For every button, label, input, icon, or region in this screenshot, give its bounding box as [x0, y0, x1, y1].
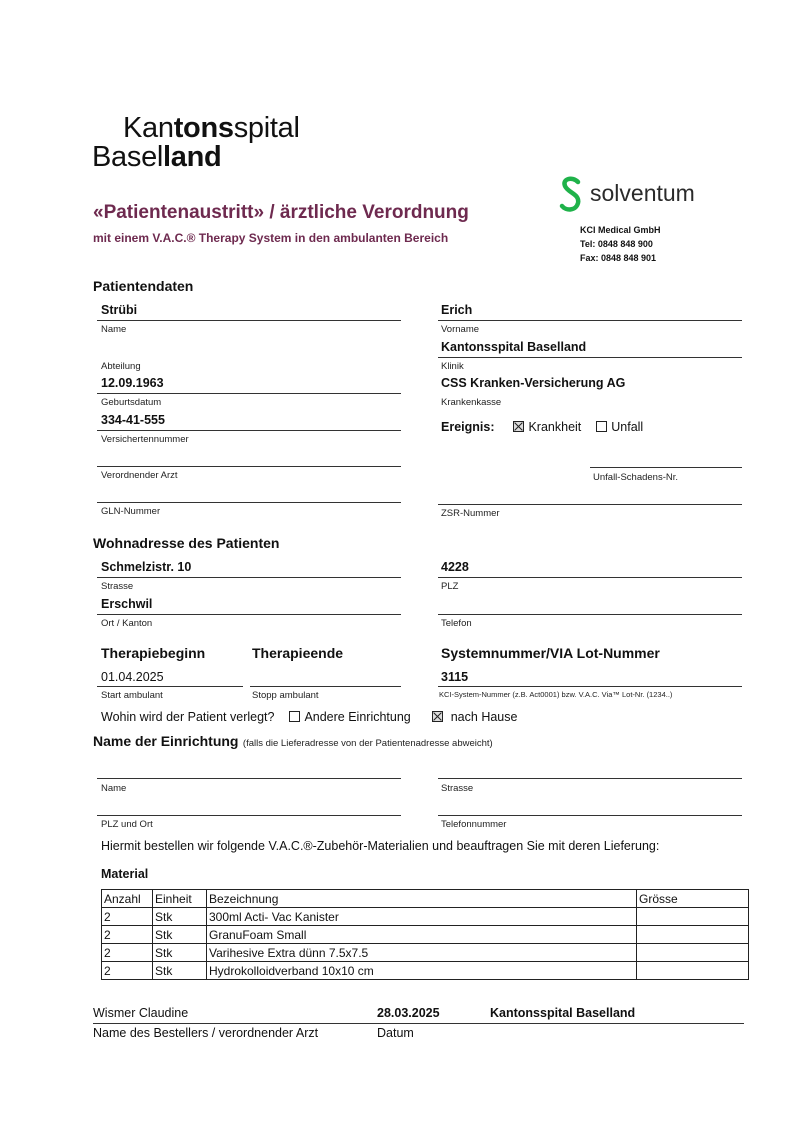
divider [97, 686, 243, 687]
cell-groesse[interactable] [637, 944, 749, 962]
start-value[interactable]: 01.04.2025 [101, 670, 164, 684]
cell-anzahl[interactable]: 2 [102, 908, 153, 926]
header-groesse: Grösse [637, 890, 749, 908]
divider [438, 614, 742, 615]
page-title: «Patientenaustritt» / ärztliche Verordnung [93, 202, 469, 223]
divider [438, 815, 742, 816]
hospital-logo-line2: Baselland [92, 141, 222, 173]
divider [250, 686, 401, 687]
divider [97, 393, 401, 394]
divider [97, 778, 401, 779]
divider [438, 504, 742, 505]
plz-label: PLZ [441, 581, 459, 592]
krankheit-checkbox[interactable] [513, 421, 524, 432]
system-value[interactable]: 3115 [441, 670, 469, 684]
plz-value[interactable]: 4228 [441, 560, 469, 574]
company-fax: Fax: 0848 848 901 [580, 253, 657, 263]
verlegung-question: Wohin wird der Patient verlegt? [101, 710, 275, 724]
cell-anzahl[interactable]: 2 [102, 926, 153, 944]
arzt-label: Verordnender Arzt [101, 470, 178, 481]
divider [97, 614, 401, 615]
stopp-label: Stopp ambulant [252, 690, 319, 701]
material-table [101, 889, 749, 980]
besteller-value[interactable]: Wismer Claudine [93, 1006, 189, 1020]
geburtsdatum-label: Geburtsdatum [101, 397, 162, 408]
cell-bezeichnung[interactable]: 300ml Acti- Vac Kanister [207, 908, 637, 926]
andere-einrichtung-label: Andere Einrichtung [304, 710, 411, 724]
divider [97, 466, 401, 467]
divider [590, 467, 742, 468]
krankenkasse-label: Krankenkasse [441, 397, 502, 408]
cell-bezeichnung[interactable]: Varihesive Extra dünn 7.5x7.5 [207, 944, 637, 962]
facility-plz-label: PLZ und Ort [101, 819, 153, 830]
klinik-value[interactable]: Kantonsspital Baselland [441, 340, 587, 354]
abteilung-label: Abteilung [101, 361, 141, 372]
klinik-label: Klinik [441, 361, 464, 372]
facility-note: (falls die Lieferadresse von der Patientenadresse abweicht) [242, 738, 493, 749]
table-row [102, 962, 749, 980]
therapieende-title: Therapieende [252, 645, 344, 661]
divider [438, 778, 742, 779]
company-tel: Tel: 0848 848 900 [580, 239, 653, 249]
nach-hause-checkbox[interactable] [432, 711, 443, 722]
system-label: KCI-System-Nummer (z.B. Act0001) bzw. V.A.C. Via™ Lot-Nr. (1234..) [439, 690, 673, 699]
facility-strasse-label: Strasse [441, 783, 474, 794]
zsr-label: ZSR-Nummer [441, 508, 500, 519]
nach-hause-label: nach Hause [450, 710, 518, 724]
table-row [102, 926, 749, 944]
unfall-checkbox[interactable] [596, 421, 607, 432]
cell-anzahl[interactable]: 2 [102, 944, 153, 962]
divider [438, 320, 742, 321]
systemnummer-title: Systemnummer/VIA Lot-Nummer [441, 645, 660, 661]
patient-name-label: Name [101, 324, 127, 335]
section-address: Wohnadresse des Patienten [93, 535, 280, 551]
strasse-value[interactable]: Schmelzistr. 10 [101, 560, 192, 574]
facility-name-label: Name [101, 783, 127, 794]
cell-einheit[interactable]: Stk [153, 908, 207, 926]
divider [438, 686, 742, 687]
cell-bezeichnung[interactable]: GranuFoam Small [207, 926, 637, 944]
cell-groesse[interactable] [637, 908, 749, 926]
krankenkasse-value[interactable]: CSS Kranken-Versicherung AG [441, 376, 626, 390]
facility-telefon-label: Telefonnummer [441, 819, 507, 830]
besteller-label: Name des Bestellers / verordnender Arzt [93, 1026, 319, 1040]
divider [438, 577, 742, 578]
material-title: Material [101, 867, 149, 881]
divider [97, 320, 401, 321]
datum-label: Datum [377, 1026, 414, 1040]
patient-name-value[interactable]: Strübi [101, 303, 138, 317]
order-intro: Hiermit bestellen wir folgende V.A.C.®-Zubehör-Materialien und beauftragen Sie mit deren Lieferung: [101, 839, 660, 853]
header-anzahl: Anzahl [102, 890, 153, 908]
andere-einrichtung-checkbox[interactable] [289, 711, 300, 722]
divider [97, 577, 401, 578]
cell-einheit[interactable]: Stk [153, 926, 207, 944]
unfall-label: Unfall [611, 420, 644, 434]
spital-value[interactable]: Kantonsspital Baselland [490, 1006, 636, 1020]
divider [97, 815, 401, 816]
solventum-logo-icon [558, 176, 586, 214]
brand-name: solventum [590, 180, 695, 206]
facility-title: Name der Einrichtung [93, 733, 239, 749]
unfall-nr-label: Unfall-Schadens-Nr. [593, 472, 679, 483]
verlegung-group [101, 710, 517, 724]
cell-groesse[interactable] [637, 926, 749, 944]
telefon-label: Telefon [441, 618, 472, 629]
gln-label: GLN-Nummer [101, 506, 161, 517]
patient-vorname-label: Vorname [441, 324, 480, 335]
versicherung-value[interactable]: 334-41-555 [101, 413, 165, 427]
divider [97, 502, 401, 503]
section-facility [93, 733, 493, 751]
ereignis-label: Ereignis: [441, 420, 495, 434]
therapiebeginn-title: Therapiebeginn [101, 645, 206, 661]
cell-bezeichnung[interactable]: Hydrokolloidverband 10x10 cm [207, 962, 637, 980]
cell-einheit[interactable]: Stk [153, 944, 207, 962]
section-patient: Patientendaten [93, 278, 194, 294]
divider [93, 1023, 744, 1024]
divider [97, 430, 401, 431]
versicherung-label: Versichertennummer [101, 434, 189, 445]
page-subtitle: mit einem V.A.C.® Therapy System in den ambulanten Bereich [93, 231, 449, 245]
divider [438, 357, 742, 358]
header-bezeichnung: Bezeichnung [207, 890, 637, 908]
hospital-logo-line1: Kantonsspital [123, 112, 300, 144]
ort-value[interactable]: Erschwil [101, 597, 153, 611]
cell-anzahl[interactable]: 2 [102, 962, 153, 980]
table-header-row [102, 890, 749, 908]
strasse-label: Strasse [101, 581, 134, 592]
company-contact [580, 223, 661, 265]
table-row [102, 908, 749, 926]
ereignis-group [441, 420, 643, 434]
cell-groesse[interactable] [637, 962, 749, 980]
header-einheit: Einheit [153, 890, 207, 908]
patient-vorname-value[interactable]: Erich [441, 303, 473, 317]
table-row [102, 944, 749, 962]
cell-einheit[interactable]: Stk [153, 962, 207, 980]
start-label: Start ambulant [101, 690, 163, 701]
ort-label: Ort / Kanton [101, 618, 153, 629]
company-name: KCI Medical GmbH [580, 225, 661, 235]
datum-value[interactable]: 28.03.2025 [377, 1006, 440, 1020]
geburtsdatum-value[interactable]: 12.09.1963 [101, 376, 164, 390]
krankheit-label: Krankheit [528, 420, 582, 434]
